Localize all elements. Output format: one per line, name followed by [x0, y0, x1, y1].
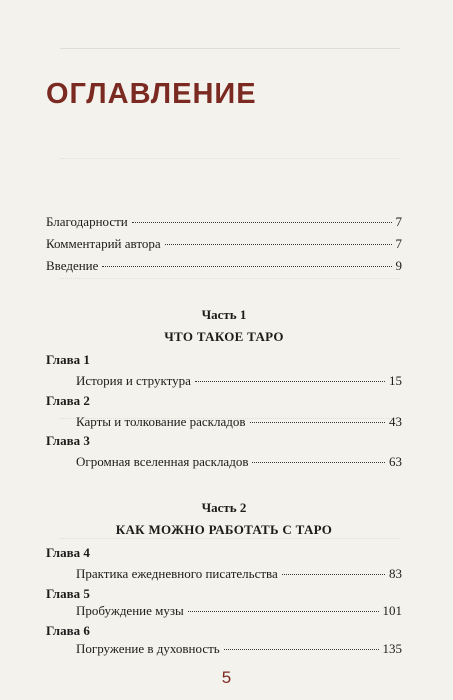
toc-entry-label: Практика ежедневного писательства [76, 566, 278, 581]
toc-entry-acknowledgements[interactable] [46, 214, 402, 230]
chapter-label: Глава 5 [46, 586, 90, 601]
dot-leader [132, 222, 392, 223]
toc-entry-chapter-3[interactable] [76, 454, 402, 470]
toc-entry-page: 15 [389, 373, 402, 388]
toc-entry-label: История и структура [76, 373, 191, 388]
toc-entry-label: Пробуждение музы [76, 603, 184, 618]
toc-entry-label: Благодарности [46, 214, 128, 229]
chapter-label: Глава 6 [46, 623, 90, 638]
dot-leader [188, 611, 379, 612]
chapter-label: Глава 4 [46, 545, 90, 560]
part-title: КАК МОЖНО РАБОТАТЬ С ТАРО [115, 522, 333, 537]
dot-leader [102, 266, 391, 267]
toc-entry-label: Введение [46, 258, 99, 273]
dot-leader [250, 422, 386, 423]
toc-entry-chapter-6[interactable] [76, 641, 402, 657]
toc-entry-label: Погружение в духовность [76, 641, 220, 656]
chapter-label: Глава 2 [46, 393, 90, 408]
dot-leader [224, 649, 379, 650]
chapter-label: Глава 3 [46, 433, 90, 448]
table-of-contents [46, 0, 402, 700]
toc-entry-author-comment[interactable] [46, 236, 402, 252]
toc-entry-introduction[interactable] [46, 258, 402, 274]
toc-entry-page: 43 [389, 414, 402, 429]
toc-entry-chapter-4[interactable] [76, 566, 402, 582]
toc-entry-label: Карты и толкование раскладов [76, 414, 246, 429]
part-label: Часть 1 [201, 307, 247, 322]
toc-entry-page: 9 [395, 258, 402, 273]
toc-entry-page: 7 [395, 214, 402, 229]
toc-entry-chapter-5[interactable] [76, 603, 402, 619]
toc-entry-page: 135 [382, 641, 402, 656]
toc-entry-chapter-2[interactable] [76, 414, 402, 430]
page-number: 5 [221, 668, 232, 687]
toc-entry-page: 7 [395, 236, 402, 251]
dot-leader [195, 381, 385, 382]
page-title: ОГЛАВЛЕНИЕ [46, 78, 257, 110]
toc-entry-label: Комментарий автора [46, 236, 161, 251]
part-title: ЧТО ТАКОЕ ТАРО [164, 329, 284, 344]
dot-leader [252, 462, 385, 463]
toc-entry-page: 83 [389, 566, 402, 581]
dot-leader [282, 574, 385, 575]
chapter-label: Глава 1 [46, 352, 90, 367]
dot-leader [165, 244, 392, 245]
part-label: Часть 2 [201, 500, 247, 515]
toc-entry-chapter-1[interactable] [76, 373, 402, 389]
toc-entry-label: Огромная вселенная раскладов [76, 454, 249, 469]
toc-entry-page: 63 [389, 454, 402, 469]
toc-entry-page: 101 [382, 603, 402, 618]
